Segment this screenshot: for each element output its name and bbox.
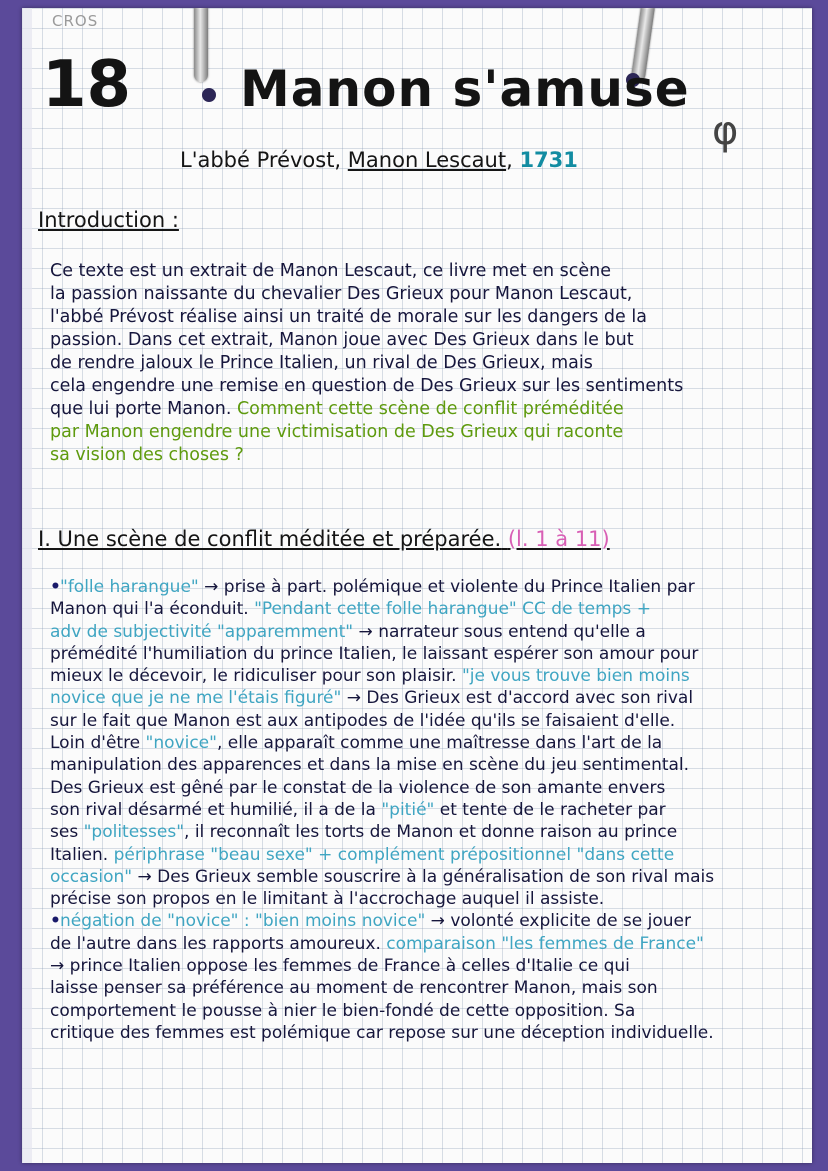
- quote: négation de "novice" : "bien moins novice": [60, 911, 426, 932]
- analysis-text: → narrateur sous entend qu'elle a: [353, 621, 646, 642]
- analysis-line: → prince Italien oppose les femmes de France à celles d'Italie ce qui: [50, 956, 630, 977]
- analysis-line: [50, 933, 810, 955]
- punch-hole-left: [202, 88, 216, 102]
- quote: comparaison "les femmes de France": [386, 933, 704, 954]
- quote: "je vous trouve bien moins: [461, 666, 690, 687]
- chapter-title: Manon s'amuse: [240, 60, 690, 118]
- analysis-line: précise son propos en le limitant à l'accrochage auquel il assiste.: [50, 889, 605, 910]
- analysis-text: Italien.: [50, 844, 114, 865]
- page-margin: [22, 8, 32, 1163]
- analysis-line: [50, 844, 810, 866]
- subtitle-separator: ,: [506, 148, 520, 172]
- intro-line: de rendre jaloux le Prince Italien, un rival de Des Grieux, mais: [50, 353, 593, 373]
- analysis-text: , elle apparaît comme une maîtresse dans l'art de la: [216, 733, 663, 754]
- subtitle-book: Manon Lescaut: [347, 148, 507, 172]
- analysis-line: [50, 732, 810, 754]
- problematic-line: sa vision des choses ?: [50, 445, 244, 465]
- intro-line: [50, 398, 810, 421]
- subtitle-author: L'abbé Prévost,: [180, 148, 348, 172]
- analysis-text: Manon qui l'a éconduit.: [50, 599, 255, 620]
- analysis-text: , il reconnaît les torts de Manon et donne raison au prince: [184, 822, 678, 843]
- analysis-line: laisse penser sa préférence au moment de rencontrer Manon, mais son: [50, 978, 658, 999]
- analysis-line: critique des femmes est polémique car repose sur une déception individuelle.: [50, 1022, 714, 1043]
- analysis-text: de l'autre dans les rapports amoureux.: [50, 933, 387, 954]
- analysis-line: [50, 665, 810, 687]
- bullet-icon: •: [50, 911, 61, 932]
- analysis-text: → Des Grieux semble souscrire à la généralisation de son rival mais: [132, 866, 715, 887]
- analysis-text: → Des Grieux est d'accord avec son rival: [341, 688, 694, 709]
- subtitle-year: 1731: [519, 148, 578, 172]
- intro-line: la passion naissante du chevalier Des Grieux pour Manon Lescaut,: [50, 284, 633, 304]
- analysis-text: → volonté explicite de se jouer: [425, 911, 691, 932]
- quote: "pitié": [381, 799, 435, 820]
- analysis-line: [50, 799, 810, 821]
- notebook-page: [22, 8, 812, 1163]
- problematic-text: Comment cette scène de conflit préméditée: [236, 399, 624, 419]
- pencil-mark: φ: [712, 108, 739, 154]
- bullet-icon: •: [50, 577, 61, 597]
- part1-analysis: [50, 576, 810, 1044]
- quote: occasion": [50, 866, 133, 887]
- intro-heading: Introduction :: [38, 208, 179, 232]
- analysis-line: manipulation des apparences et dans la mise en scène du jeu sentimental.: [50, 755, 690, 776]
- quote: "folle harangue": [60, 577, 199, 597]
- intro-paragraph: [50, 260, 810, 467]
- subtitle: [180, 148, 578, 172]
- quote: novice que je ne me l'étais figuré": [50, 688, 342, 709]
- analysis-line: sur le fait que Manon est aux antipodes de l'idée qu'ils se faisaient d'elle.: [50, 710, 676, 731]
- analysis-text: ses: [50, 822, 84, 843]
- analysis-text: mieux le décevoir, le ridiculiser pour son plaisir.: [50, 666, 462, 687]
- part1-line-reference: (l. 1 à 11): [507, 527, 610, 551]
- quote: "novice": [145, 733, 217, 754]
- intro-line: l'abbé Prévost réalise ainsi un traité de morale sur les dangers de la: [50, 307, 647, 327]
- analysis-line: comportement le pousse à nier le bien-fondé de cette opposition. Sa: [50, 1000, 636, 1021]
- quote: adv de subjectivité "apparemment": [50, 621, 354, 642]
- analysis-text: Loin d'être: [50, 733, 146, 754]
- intro-line: passion. Dans cet extrait, Manon joue avec Des Grieux dans le but: [50, 330, 634, 350]
- analysis-line: [50, 910, 810, 932]
- corner-note: CROS: [52, 12, 99, 30]
- quote: "Pendant cette folle harangue" CC de temps +: [254, 599, 651, 620]
- part1-heading: [38, 527, 610, 551]
- problematic-line: par Manon engendre une victimisation de Des Grieux qui raconte: [50, 422, 624, 442]
- binder-ring-left: [194, 8, 208, 82]
- quote: "politesses": [83, 822, 185, 843]
- analysis-line: Des Grieux est gêné par le constat de la violence de son amante envers: [50, 777, 666, 798]
- intro-text: que lui porte Manon.: [50, 399, 237, 419]
- analysis-text: son rival désarmé et humilié, il a de la: [50, 799, 382, 820]
- analysis-line: [50, 866, 810, 888]
- analysis-line: [50, 598, 810, 620]
- analysis-text: et tente de le racheter par: [434, 799, 666, 820]
- intro-line: cela engendre une remise en question de Des Grieux sur les sentiments: [50, 376, 684, 396]
- analysis-line: [50, 821, 810, 843]
- analysis-line: [50, 576, 810, 598]
- intro-line: Ce texte est un extrait de Manon Lescaut, ce livre met en scène: [50, 261, 612, 281]
- chapter-number: 18: [42, 48, 132, 122]
- analysis-line: [50, 621, 810, 643]
- analysis-line: prémédité l'humiliation du prince Italien, le laissant espérer son amour pour: [50, 643, 699, 664]
- part1-title: I. Une scène de conflit méditée et préparée.: [38, 527, 502, 551]
- analysis-line: [50, 687, 810, 709]
- analysis-text: → prise à part. polémique et violente du Prince Italien par: [198, 577, 695, 597]
- quote: périphrase "beau sexe" + complément prépositionnel "dans cette: [113, 844, 675, 865]
